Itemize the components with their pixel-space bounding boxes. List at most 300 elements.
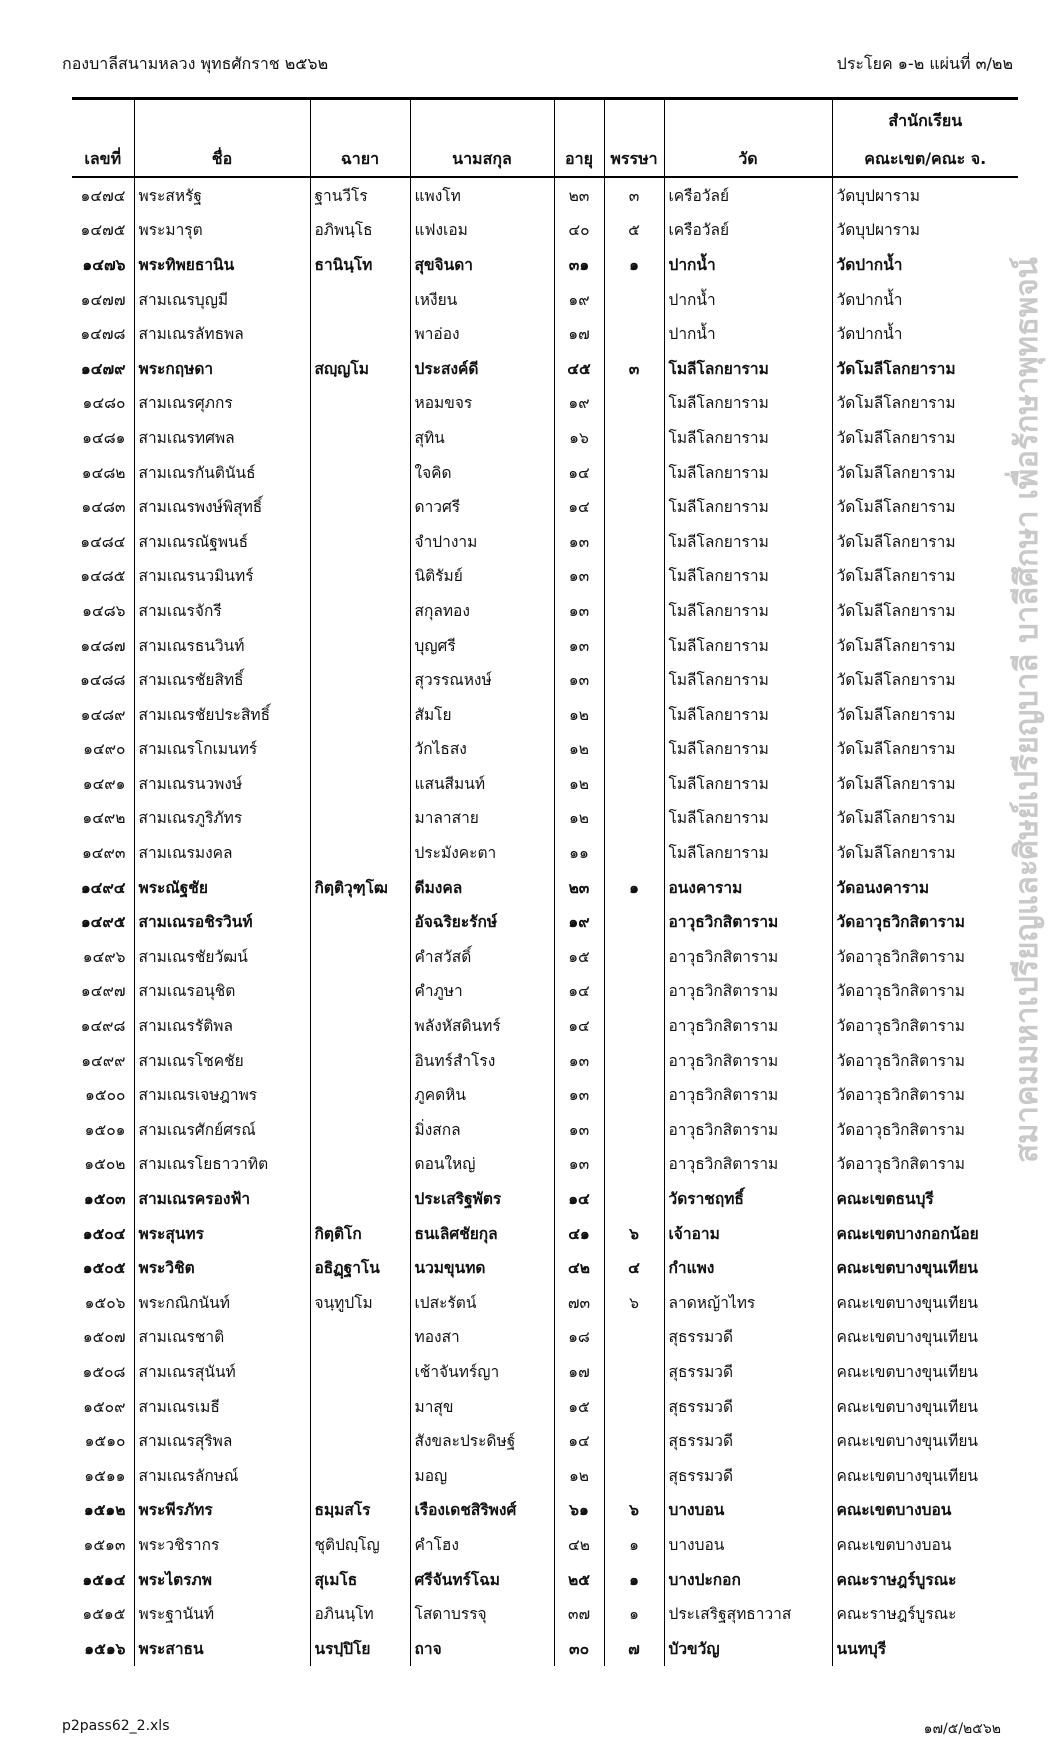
cell-wat: กำแพง: [664, 1250, 832, 1285]
cell-office: วัดอาวุธวิกสิตาราม: [832, 974, 1018, 1009]
cell-age: ๑๔: [554, 455, 604, 490]
table-row: [72, 1112, 1018, 1147]
table-row: [72, 1216, 1018, 1251]
cell-no: ๑๔๘๙: [80, 705, 126, 724]
footer-date: ๑๗/๕/๒๕๖๒: [923, 1721, 1001, 1737]
cell-surname: มาสุข: [410, 1389, 554, 1424]
cell-age: ๑๕: [554, 1389, 604, 1424]
cell-age: ๖๑: [554, 1493, 604, 1528]
table-row: [72, 386, 1018, 421]
table-row: [72, 420, 1018, 455]
cell-name: สามเณรลัทธพล: [134, 316, 310, 351]
cell-surname: ดีมงคล: [410, 870, 554, 905]
cell-surname: ดาวศรี: [410, 489, 554, 524]
cell-vassa: ๖: [604, 1493, 664, 1528]
cell-chaya: [310, 1320, 410, 1355]
cell-chaya: [310, 1112, 410, 1147]
table-row: [72, 316, 1018, 351]
cell-name: พระสหรัฐ: [134, 177, 310, 213]
cell-chaya: [310, 1389, 410, 1424]
cell-no: ๑๔๙๖: [82, 947, 126, 966]
cell-chaya: [310, 559, 410, 594]
cell-wat: บัวขวัญ: [664, 1631, 832, 1666]
cell-age: ๑๖: [554, 420, 604, 455]
table-row: [72, 697, 1018, 732]
cell-surname: สุวรรณหงษ์: [410, 662, 554, 697]
cell-chaya: [310, 524, 410, 559]
cell-chaya: อธิฏฺฐาโน: [310, 1250, 410, 1285]
cell-surname: ภูคดหิน: [410, 1077, 554, 1112]
cell-wat: บางปะกอก: [664, 1562, 832, 1597]
cell-office: วัดอาวุธวิกสิตาราม: [832, 1077, 1018, 1112]
cell-wat: อาวุธวิกสิตาราม: [664, 1112, 832, 1147]
table-row: [72, 177, 1018, 213]
cell-surname: โสดาบรรจุ: [410, 1596, 554, 1631]
table-row: [72, 247, 1018, 282]
cell-vassa: [604, 1320, 664, 1355]
cell-vassa: [604, 1147, 664, 1182]
cell-age: ๓๐: [554, 1631, 604, 1666]
cell-surname: ศรีจันทร์โฉม: [410, 1562, 554, 1597]
cell-surname: หอมขจร: [410, 386, 554, 421]
cell-wat: บางบอน: [664, 1493, 832, 1528]
cell-vassa: [604, 697, 664, 732]
cell-vassa: [604, 835, 664, 870]
column-header-office-line2: คณะเขต/คณะ จ.: [832, 138, 1018, 177]
cell-office: นนทบุรี: [832, 1631, 1018, 1666]
cell-vassa: ๑: [604, 247, 664, 282]
cell-vassa: [604, 1077, 664, 1112]
cell-chaya: จนฺทูปโม: [310, 1285, 410, 1320]
cell-wat: ประเสริฐสุทธาวาส: [664, 1596, 832, 1631]
cell-age: ๑๔: [554, 974, 604, 1009]
cell-age: ๑๗: [554, 316, 604, 351]
table-row: [72, 766, 1018, 801]
cell-age: ๑๓: [554, 1043, 604, 1078]
cell-office: คณะเขตบางบอน: [832, 1493, 1018, 1528]
cell-vassa: [604, 386, 664, 421]
cell-office: วัดโมลีโลกยาราม: [832, 801, 1018, 836]
cell-wat: เครือวัลย์: [664, 213, 832, 248]
cell-name: สามเณรสุริพล: [134, 1423, 310, 1458]
cell-chaya: [310, 904, 410, 939]
cell-chaya: ธานินฺโท: [310, 247, 410, 282]
cell-surname: คำภูษา: [410, 974, 554, 1009]
cell-name: สามเณรณัฐพนธ์: [134, 524, 310, 559]
cell-name: พระกณิกนันท์: [134, 1285, 310, 1320]
column-header-surname: นามสกุล: [410, 138, 554, 177]
cell-wat: โมลีโลกยาราม: [664, 835, 832, 870]
table-header: [72, 99, 1018, 178]
cell-surname: สุขจินดา: [410, 247, 554, 282]
cell-surname: พลังหัสดินทร์: [410, 1008, 554, 1043]
cell-age: ๑๕: [554, 939, 604, 974]
cell-surname: มาลาสาย: [410, 801, 554, 836]
column-header-chaya: ฉายา: [310, 138, 410, 177]
cell-office: วัดโมลีโลกยาราม: [832, 732, 1018, 767]
table-row: [72, 1596, 1018, 1631]
cell-wat: อนงคาราม: [664, 870, 832, 905]
cell-office: วัดอาวุธวิกสิตาราม: [832, 1112, 1018, 1147]
cell-wat: สุธรรมวดี: [664, 1423, 832, 1458]
cell-name: สามเณรสุนันท์: [134, 1354, 310, 1389]
cell-office: วัดโมลีโลกยาราม: [832, 593, 1018, 628]
cell-age: ๑๒: [554, 697, 604, 732]
cell-vassa: [604, 662, 664, 697]
cell-wat: อาวุธวิกสิตาราม: [664, 1008, 832, 1043]
cell-name: สามเณรชัยประสิทธิ์: [134, 697, 310, 732]
cell-chaya: [310, 1354, 410, 1389]
table-row: [72, 974, 1018, 1009]
cell-age: ๑๙: [554, 904, 604, 939]
cell-vassa: [604, 939, 664, 974]
cell-name: สามเณรภูริภัทร: [134, 801, 310, 836]
table-row: [72, 1354, 1018, 1389]
cell-office: คณะเขตบางบอน: [832, 1527, 1018, 1562]
cell-surname: อินทร์สำโรง: [410, 1043, 554, 1078]
cell-name: สามเณรนวมินทร์: [134, 559, 310, 594]
cell-no: ๑๕๐๖: [84, 1293, 126, 1312]
cell-wat: วัดราชฤทธิ์: [664, 1181, 832, 1216]
table-body: [72, 177, 1018, 1666]
results-table: [72, 97, 1018, 1666]
cell-no: ๑๔๗๕: [80, 221, 126, 240]
table-row: [72, 939, 1018, 974]
cell-office: วัดโมลีโลกยาราม: [832, 455, 1018, 490]
cell-age: ๑๙: [554, 386, 604, 421]
cell-office: คณะเขตบางขุนเทียน: [832, 1285, 1018, 1320]
cell-no: ๑๔๘๒: [81, 463, 126, 482]
cell-office: วัดโมลีโลกยาราม: [832, 662, 1018, 697]
cell-age: ๑๘: [554, 1320, 604, 1355]
cell-vassa: [604, 628, 664, 663]
cell-surname: คำโฮง: [410, 1527, 554, 1562]
cell-age: ๑๓: [554, 593, 604, 628]
cell-office: วัดบุปผาราม: [832, 213, 1018, 248]
cell-name: พระสุนทร: [134, 1216, 310, 1251]
cell-office: วัดโมลีโลกยาราม: [832, 420, 1018, 455]
cell-office: วัดปากน้ำ: [832, 247, 1018, 282]
cell-vassa: [604, 1458, 664, 1493]
cell-wat: โมลีโลกยาราม: [664, 386, 832, 421]
cell-vassa: [604, 1043, 664, 1078]
cell-chaya: [310, 732, 410, 767]
column-header-no: เลขที่: [72, 138, 134, 177]
cell-name: สามเณรกันตินันธ์: [134, 455, 310, 490]
table-row: [72, 282, 1018, 317]
cell-vassa: [604, 524, 664, 559]
cell-wat: โมลีโลกยาราม: [664, 455, 832, 490]
cell-no: ๑๔๘๐: [82, 394, 126, 413]
cell-office: คณะราษฎร์บูรณะ: [832, 1596, 1018, 1631]
table-row: [72, 870, 1018, 905]
cell-age: ๑๔: [554, 489, 604, 524]
cell-no: ๑๕๐๘: [82, 1362, 126, 1381]
cell-name: สามเณรนวพงษ์: [134, 766, 310, 801]
cell-wat: อาวุธวิกสิตาราม: [664, 904, 832, 939]
table-row: [72, 1147, 1018, 1182]
cell-age: ๒๕: [554, 1562, 604, 1597]
cell-age: ๓๑: [554, 247, 604, 282]
cell-vassa: ๑: [604, 870, 664, 905]
cell-surname: สัมโย: [410, 697, 554, 732]
cell-wat: ปากน้ำ: [664, 282, 832, 317]
cell-name: พระวชิรากร: [134, 1527, 310, 1562]
cell-surname: คำสวัสดิ์: [410, 939, 554, 974]
table-row: [72, 835, 1018, 870]
cell-chaya: ชุติปญฺโญ: [310, 1527, 410, 1562]
cell-surname: ทองสา: [410, 1320, 554, 1355]
cell-office: วัดปากน้ำ: [832, 282, 1018, 317]
cell-vassa: [604, 420, 664, 455]
cell-no: ๑๕๑๔: [82, 1570, 126, 1589]
header-left-title: กองบาลีสนามหลวง พุทธศักราช ๒๕๖๒: [62, 54, 329, 73]
cell-vassa: ๗: [604, 1631, 664, 1666]
cell-chaya: [310, 1458, 410, 1493]
cell-wat: เจ้าอาม: [664, 1216, 832, 1251]
cell-wat: อาวุธวิกสิตาราม: [664, 1147, 832, 1182]
cell-vassa: [604, 282, 664, 317]
table-row: [72, 1320, 1018, 1355]
column-header-vassa: พรรษา: [604, 138, 664, 177]
cell-no: ๑๕๐๑: [84, 1120, 126, 1139]
table-row: [72, 732, 1018, 767]
table-row: [72, 662, 1018, 697]
cell-no: ๑๔๙๑: [82, 774, 126, 793]
table-row: [72, 1077, 1018, 1112]
cell-name: พระทิพยธานิน: [134, 247, 310, 282]
cell-chaya: [310, 1181, 410, 1216]
cell-no: ๑๔๙๓: [81, 844, 126, 863]
cell-vassa: [604, 316, 664, 351]
cell-no: ๑๔๘๑: [82, 428, 126, 447]
cell-chaya: กิตฺติโก: [310, 1216, 410, 1251]
table-row: [72, 1043, 1018, 1078]
cell-name: พระสาธน: [134, 1631, 310, 1666]
cell-vassa: ๓: [604, 177, 664, 213]
cell-chaya: [310, 1008, 410, 1043]
cell-office: วัดอาวุธวิกสิตาราม: [832, 1008, 1018, 1043]
cell-no: ๑๔๗๗: [80, 290, 126, 309]
cell-no: ๑๔๗๙: [80, 359, 126, 378]
cell-name: สามเณรโชคชัย: [134, 1043, 310, 1078]
table-row: [72, 1250, 1018, 1285]
cell-name: สามเณรบุญมี: [134, 282, 310, 317]
cell-vassa: [604, 904, 664, 939]
cell-office: วัดอาวุธวิกสิตาราม: [832, 939, 1018, 974]
cell-surname: อัจฉริยะรักษ์: [410, 904, 554, 939]
cell-chaya: กิตฺติวุฑฺโฒ: [310, 870, 410, 905]
cell-surname: แฟงเอม: [410, 213, 554, 248]
cell-surname: ใจคิด: [410, 455, 554, 490]
cell-name: สามเณรรัติพล: [134, 1008, 310, 1043]
column-header-age: อายุ: [554, 138, 604, 177]
cell-name: พระกฤษดา: [134, 351, 310, 386]
cell-vassa: [604, 1423, 664, 1458]
table-row: [72, 1285, 1018, 1320]
cell-age: ๒๓: [554, 870, 604, 905]
table-row: [72, 628, 1018, 663]
table-row: [72, 559, 1018, 594]
cell-no: ๑๔๗๘: [80, 325, 126, 344]
cell-age: ๑๓: [554, 524, 604, 559]
cell-surname: ดอนใหญ่: [410, 1147, 554, 1182]
cell-name: สามเณรชาติ: [134, 1320, 310, 1355]
cell-surname: ถาจ: [410, 1631, 554, 1666]
cell-name: สามเณรศักย์ศรณ์: [134, 1112, 310, 1147]
cell-name: พระพีรภัทร: [134, 1493, 310, 1528]
cell-office: วัดอาวุธวิกสิตาราม: [832, 1147, 1018, 1182]
cell-office: วัดบุปผาราม: [832, 177, 1018, 213]
cell-chaya: สุเมโธ: [310, 1562, 410, 1597]
cell-name: สามเณรจักรี: [134, 593, 310, 628]
cell-wat: โมลีโลกยาราม: [664, 766, 832, 801]
cell-office: วัดโมลีโลกยาราม: [832, 559, 1018, 594]
cell-wat: ปากน้ำ: [664, 316, 832, 351]
cell-office: วัดปากน้ำ: [832, 316, 1018, 351]
cell-name: สามเณรศุภกร: [134, 386, 310, 421]
table-row: [72, 1458, 1018, 1493]
cell-surname: จำปางาม: [410, 524, 554, 559]
cell-surname: ประสงค์ดี: [410, 351, 554, 386]
cell-name: สามเณรอชิรวินท์: [134, 904, 310, 939]
cell-age: ๔๒: [554, 1527, 604, 1562]
cell-age: ๑๔: [554, 1423, 604, 1458]
cell-wat: สุธรรมวดี: [664, 1320, 832, 1355]
cell-name: พระฐานันท์: [134, 1596, 310, 1631]
cell-age: ๑๓: [554, 559, 604, 594]
cell-wat: บางบอน: [664, 1527, 832, 1562]
cell-chaya: ธมฺมสโร: [310, 1493, 410, 1528]
cell-surname: ประมังคะตา: [410, 835, 554, 870]
table-row: [72, 1389, 1018, 1424]
cell-chaya: [310, 662, 410, 697]
cell-chaya: [310, 766, 410, 801]
cell-wat: ลาดหญ้าไทร: [664, 1285, 832, 1320]
cell-vassa: [604, 489, 664, 524]
cell-office: วัดโมลีโลกยาราม: [832, 835, 1018, 870]
cell-no: ๑๔๘๘: [80, 671, 126, 690]
cell-chaya: [310, 593, 410, 628]
cell-surname: มิ่งสกล: [410, 1112, 554, 1147]
cell-no: ๑๔๙๒: [82, 809, 126, 828]
cell-vassa: [604, 1112, 664, 1147]
cell-office: วัดโมลีโลกยาราม: [832, 628, 1018, 663]
cell-age: ๑๔: [554, 1181, 604, 1216]
table-row: [72, 801, 1018, 836]
cell-no: ๑๔๘๓: [81, 498, 126, 517]
cell-no: ๑๕๐๐: [85, 1086, 126, 1105]
table-row: [72, 1527, 1018, 1562]
cell-wat: ปากน้ำ: [664, 247, 832, 282]
cell-office: วัดโมลีโลกยาราม: [832, 489, 1018, 524]
cell-vassa: ๕: [604, 213, 664, 248]
cell-no: ๑๕๑๕: [82, 1605, 126, 1624]
cell-no: ๑๔๘๗: [80, 636, 126, 655]
cell-age: ๑๒: [554, 732, 604, 767]
table-row: [72, 1008, 1018, 1043]
table-row: [72, 1631, 1018, 1666]
cell-chaya: [310, 282, 410, 317]
cell-age: ๒๓: [554, 177, 604, 213]
cell-office: วัดอาวุธวิกสิตาราม: [832, 1043, 1018, 1078]
cell-chaya: [310, 1077, 410, 1112]
cell-office: วัดโมลีโลกยาราม: [832, 351, 1018, 386]
cell-no: ๑๔๙๘: [80, 1017, 126, 1036]
table-row: [72, 1493, 1018, 1528]
cell-age: ๑๓: [554, 1147, 604, 1182]
cell-chaya: [310, 801, 410, 836]
table-row: [72, 489, 1018, 524]
cell-surname: ประเสริฐพัตร: [410, 1181, 554, 1216]
table-row: [72, 524, 1018, 559]
cell-wat: อาวุธวิกสิตาราม: [664, 1043, 832, 1078]
cell-wat: สุธรรมวดี: [664, 1354, 832, 1389]
cell-office: วัดโมลีโลกยาราม: [832, 386, 1018, 421]
cell-wat: สุธรรมวดี: [664, 1389, 832, 1424]
cell-age: ๔๑: [554, 1216, 604, 1251]
cell-age: ๑๗: [554, 1354, 604, 1389]
cell-vassa: [604, 801, 664, 836]
cell-vassa: [604, 1354, 664, 1389]
cell-chaya: [310, 386, 410, 421]
cell-no: ๑๕๑๖: [84, 1639, 126, 1658]
cell-wat: อาวุธวิกสิตาราม: [664, 939, 832, 974]
cell-surname: พาอ่อง: [410, 316, 554, 351]
cell-vassa: [604, 974, 664, 1009]
cell-wat: สุธรรมวดี: [664, 1458, 832, 1493]
cell-surname: เรืองเดชสิริพงศ์: [410, 1493, 554, 1528]
cell-name: สามเณรพงษ์พิสุทธิ์: [134, 489, 310, 524]
cell-name: สามเณรมงคล: [134, 835, 310, 870]
cell-no: ๑๕๑๒: [83, 1501, 126, 1520]
cell-age: ๑๔: [554, 1008, 604, 1043]
column-header-name: ชื่อ: [134, 138, 310, 177]
cell-age: ๑๒: [554, 801, 604, 836]
cell-surname: สังขละประดิษฐ์: [410, 1423, 554, 1458]
cell-name: พระมารุต: [134, 213, 310, 248]
cell-surname: นิติรัมย์: [410, 559, 554, 594]
cell-name: สามเณรชัยวัฒน์: [134, 939, 310, 974]
cell-surname: สุทิน: [410, 420, 554, 455]
cell-office: คณะเขตบางขุนเทียน: [832, 1423, 1018, 1458]
cell-no: ๑๕๐๒: [84, 1155, 126, 1174]
watermark-text: สมาคมมหาเปรียญและศิษย์เปรียญบาลี บาลีศึกษา เพื่อรักษาพุทธพจน์: [1009, 257, 1045, 1163]
cell-vassa: ๔: [604, 1250, 664, 1285]
table-row: [72, 351, 1018, 386]
cell-chaya: ฐานวีโร: [310, 177, 410, 213]
cell-no: ๑๔๘๕: [80, 567, 126, 586]
cell-chaya: [310, 628, 410, 663]
cell-age: ๑๓: [554, 628, 604, 663]
cell-surname: มอญ: [410, 1458, 554, 1493]
cell-no: ๑๕๐๙: [83, 1397, 126, 1416]
column-header-office-line1: สำนักเรียน: [832, 99, 1018, 139]
cell-wat: โมลีโลกยาราม: [664, 524, 832, 559]
cell-age: ๓๗: [554, 1596, 604, 1631]
cell-vassa: [604, 593, 664, 628]
cell-wat: อาวุธวิกสิตาราม: [664, 974, 832, 1009]
cell-no: ๑๕๐๓: [83, 1190, 126, 1209]
cell-office: คณะเขตธนบุรี: [832, 1181, 1018, 1216]
cell-surname: แพงโท: [410, 177, 554, 213]
cell-name: สามเณรเจษฎาพร: [134, 1077, 310, 1112]
cell-name: พระวิชิต: [134, 1250, 310, 1285]
cell-vassa: ๓: [604, 351, 664, 386]
cell-chaya: [310, 1043, 410, 1078]
cell-surname: วักไธสง: [410, 732, 554, 767]
cell-wat: โมลีโลกยาราม: [664, 420, 832, 455]
